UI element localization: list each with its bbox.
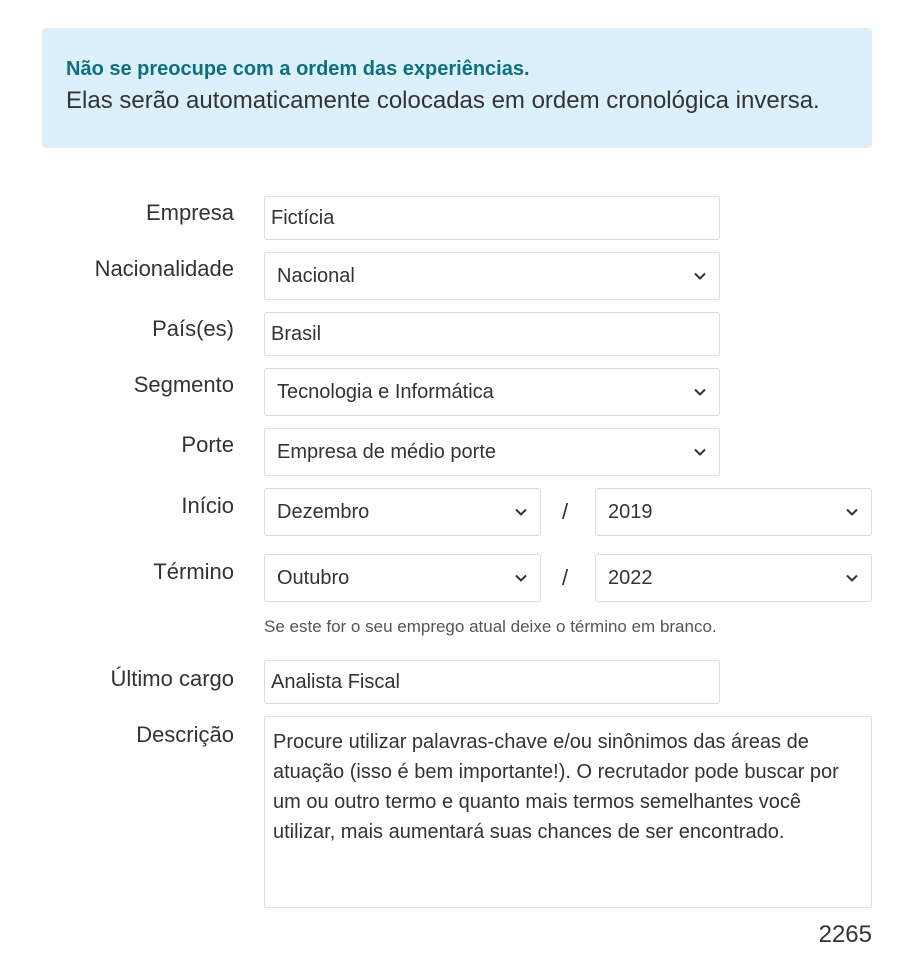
empresa-input[interactable] (264, 196, 720, 240)
porte-value: Empresa de médio porte (277, 440, 497, 463)
inicio-month-value: Dezembro (277, 500, 370, 523)
nacionalidade-label: Nacionalidade (94, 256, 234, 281)
chevron-down-icon (845, 505, 859, 519)
inicio-year-value: 2019 (608, 500, 653, 523)
info-alert (42, 28, 872, 148)
paises-input[interactable] (264, 312, 720, 356)
segmento-select[interactable] (264, 368, 720, 416)
info-title: Não se preocupe com a ordem das experiências. (66, 58, 530, 80)
descricao-label: Descrição (136, 722, 234, 747)
termino-month-value: Outubro (277, 566, 350, 589)
segmento-label: Segmento (133, 372, 234, 397)
termino-month-select[interactable] (264, 554, 541, 602)
chevron-down-icon (514, 505, 528, 519)
termino-label: Término (153, 559, 234, 584)
inicio-year-select[interactable] (595, 488, 872, 536)
termino-hint: Se este for o seu emprego atual deixe o término em branco. (264, 617, 717, 636)
ultimo-cargo-input[interactable] (264, 660, 720, 704)
nacionalidade-select[interactable] (264, 252, 720, 300)
porte-label: Porte (181, 432, 234, 457)
chevron-down-icon (693, 269, 707, 283)
char-counter: 2265 (818, 921, 872, 948)
termino-year-select[interactable] (595, 554, 872, 602)
chevron-down-icon (845, 571, 859, 585)
nacionalidade-value: Nacional (277, 264, 355, 287)
termino-year-value: 2022 (608, 566, 653, 589)
paises-label: País(es) (152, 316, 234, 341)
chevron-down-icon (693, 385, 707, 399)
empresa-label: Empresa (145, 200, 234, 225)
inicio-month-select[interactable] (264, 488, 541, 536)
descricao-textarea[interactable] (264, 716, 872, 908)
segmento-value: Tecnologia e Informática (277, 380, 494, 403)
info-text: Elas serão automaticamente colocadas em ordem cronológica inversa. (66, 87, 820, 114)
chevron-down-icon (514, 571, 528, 585)
porte-select[interactable] (264, 428, 720, 476)
ultimo-cargo-label: Último cargo (110, 666, 234, 691)
date-separator: / (562, 499, 569, 524)
date-separator: / (562, 565, 569, 590)
chevron-down-icon (693, 445, 707, 459)
inicio-label: Início (181, 493, 234, 518)
